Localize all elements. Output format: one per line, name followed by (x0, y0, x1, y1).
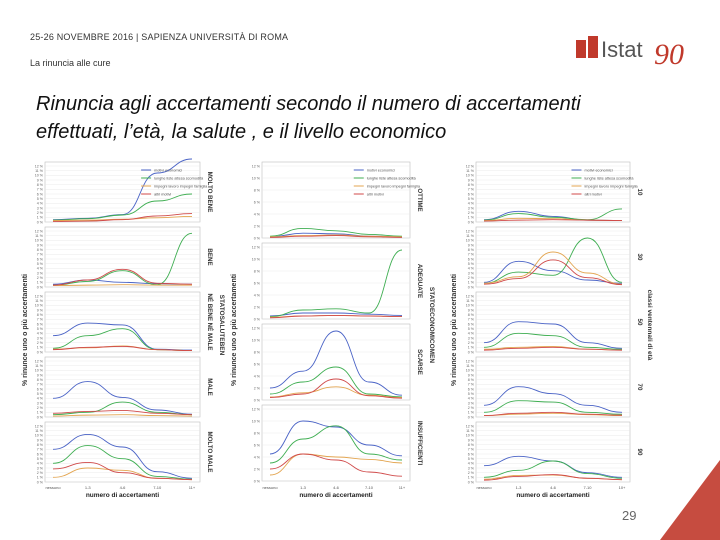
y-tick-label-0-2-10: 10 % (34, 303, 43, 308)
legend-entry-0-1: lunghe liste attesa scomodità (154, 176, 204, 181)
y-tick-label-2-1-11: 11 % (466, 233, 474, 238)
y-tick-label-2-3-0: 0 % (467, 415, 474, 420)
facet-label-1-0: OTTIME (416, 188, 423, 212)
y-tick-label-0-0-11: 11 % (35, 168, 43, 173)
y-tick-label-0-0-3: 3 % (36, 206, 43, 211)
y-tick-label-0-1-1: 1 % (36, 280, 43, 285)
y-tick-label-0-3-3: 3 % (36, 401, 43, 406)
y-tick-label-0-1-6: 6 % (36, 257, 43, 262)
y-tick-label-1-2-3: 6 % (253, 362, 260, 367)
faceted-line-charts (0, 150, 720, 505)
y-tick-label-1-2-0: 0 % (253, 398, 260, 403)
facet-label-2-4: 90 (636, 448, 643, 456)
y-tick-label-2-4-9: 9 % (467, 438, 474, 443)
facet-group-title-1: STATOECONOMICOMEN (428, 286, 435, 364)
y-tick-label-2-3-4: 4 % (467, 396, 474, 401)
y-tick-label-0-2-0: 0 % (36, 350, 43, 355)
y-tick-label-2-3-6: 6 % (467, 387, 474, 392)
y-tick-label-2-0-0: 0 % (467, 220, 474, 225)
y-tick-label-1-2-4: 8 % (253, 350, 260, 355)
y-tick-label-1-0-4: 8 % (253, 188, 260, 193)
y-tick-label-0-4-5: 5 % (36, 456, 43, 461)
corner-decoration (660, 460, 720, 540)
y-tick-label-2-1-8: 8 % (467, 247, 474, 252)
x-tick-label-0-0: nessuno (45, 485, 61, 490)
y-tick-label-0-0-10: 10 % (34, 173, 43, 178)
y-tick-label-2-4-4: 4 % (467, 461, 474, 466)
y-tick-label-0-4-9: 9 % (36, 438, 43, 443)
y-tick-label-0-3-8: 8 % (36, 377, 43, 382)
y-tick-label-1-3-3: 6 % (253, 443, 260, 448)
legend-entry-2-0: motivi economici (584, 168, 613, 173)
y-tick-label-0-3-7: 7 % (36, 382, 43, 387)
facet-panel-2-4 (476, 422, 630, 482)
facet-panel-2-2 (476, 292, 630, 352)
y-tick-label-0-0-9: 9 % (36, 178, 43, 183)
y-tick-label-2-0-10: 10 % (465, 173, 474, 178)
y-tick-label-0-0-5: 5 % (36, 196, 43, 201)
y-tick-label-0-2-4: 4 % (36, 331, 43, 336)
y-tick-label-0-1-3: 3 % (36, 271, 43, 276)
y-tick-label-1-2-6: 12 % (251, 326, 260, 331)
y-tick-label-2-3-11: 11 % (466, 363, 474, 368)
y-tick-label-2-3-9: 9 % (467, 373, 474, 378)
y-tick-label-0-0-2: 2 % (36, 210, 43, 215)
y-tick-label-1-3-5: 10 % (251, 419, 260, 424)
y-tick-label-0-4-1: 1 % (36, 475, 43, 480)
y-tick-label-0-4-3: 3 % (36, 466, 43, 471)
y-tick-label-0-0-0: 0 % (36, 220, 43, 225)
legend-entry-0-3: altri motivi (154, 192, 172, 197)
legend-entry-0-2: impegni lavoro impegni famiglia (154, 184, 208, 189)
y-tick-label-1-0-3: 6 % (253, 200, 260, 205)
logo-text: Istat (601, 37, 643, 62)
y-tick-label-2-4-0: 0 % (467, 480, 474, 485)
y-tick-label-0-4-2: 2 % (36, 470, 43, 475)
y-tick-label-0-1-2: 2 % (36, 275, 43, 280)
y-tick-label-2-3-5: 5 % (467, 391, 474, 396)
y-tick-label-2-3-10: 10 % (465, 368, 474, 373)
y-tick-label-0-1-9: 9 % (36, 243, 43, 248)
y-tick-label-2-4-3: 3 % (467, 466, 474, 471)
y-tick-label-0-1-4: 4 % (36, 266, 43, 271)
y-tick-label-0-1-10: 10 % (34, 238, 43, 243)
facet-label-0-0: MOLTO BENE (206, 171, 213, 213)
x-tick-label-2-4: 10+ (618, 485, 626, 490)
facet-label-0-2: NÉ BENE NÉ MALE (206, 293, 213, 351)
y-tick-label-2-0-7: 7 % (467, 187, 474, 192)
y-tick-label-0-4-6: 6 % (36, 452, 43, 457)
legend-entry-0-0: motivi economici (154, 168, 183, 173)
y-tick-label-0-2-3: 3 % (36, 336, 43, 341)
y-tick-label-0-2-6: 6 % (36, 322, 43, 327)
slide-title-line1: Rinuncia agli accertamenti secondo il numero di accertamenti (36, 93, 581, 115)
slide-title-line2: effettuati, l’età, la salute , e il livello economico (36, 121, 447, 143)
y-tick-label-0-4-4: 4 % (36, 461, 43, 466)
y-tick-label-2-4-8: 8 % (467, 442, 474, 447)
y-tick-label-0-2-1: 1 % (36, 345, 43, 350)
y-tick-label-2-0-6: 6 % (467, 192, 474, 197)
y-tick-label-0-2-5: 5 % (36, 326, 43, 331)
x-tick-label-2-3: 7-10 (583, 485, 592, 490)
event-header: 25-26 NOVEMBRE 2016 | SAPIENZA UNIVERSITÀ DI ROMA (30, 32, 289, 42)
logo-block-1 (576, 40, 586, 58)
x-tick-label-2-0: nessuno (476, 485, 492, 490)
x-tick-label-0-2: 4-6 (119, 485, 126, 490)
y-tick-label-2-3-12: 12 % (465, 359, 474, 364)
y-tick-label-2-2-3: 3 % (467, 336, 474, 341)
y-tick-label-0-0-8: 8 % (36, 182, 43, 187)
facet-label-0-1: BENE (206, 248, 213, 266)
y-tick-label-0-1-8: 8 % (36, 247, 43, 252)
facet-label-1-1: ADEGUATE (416, 263, 423, 299)
x-tick-label-2-1: 1-3 (515, 485, 522, 490)
facet-panel-0-1 (45, 227, 200, 287)
y-tick-label-0-4-12: 12 % (34, 424, 43, 429)
y-tick-label-2-1-12: 12 % (465, 229, 474, 234)
y-tick-label-1-0-6: 12 % (251, 164, 260, 169)
y-tick-label-0-2-12: 12 % (34, 294, 43, 299)
y-tick-label-2-2-1: 1 % (467, 345, 474, 350)
x-tick-label-1-0: nessuno (262, 485, 278, 490)
facet-panel-1-0 (262, 162, 410, 238)
facet-group-title-2: classi ventennali di età (646, 289, 653, 361)
x-tick-label-0-4: 11+ (188, 485, 196, 490)
facet-label-2-0: 10 (636, 188, 643, 196)
y-tick-label-2-0-12: 12 % (465, 164, 474, 169)
y-tick-label-1-0-0: 0 % (253, 236, 260, 241)
y-tick-label-1-3-0: 0 % (253, 479, 260, 484)
y-tick-label-0-4-7: 7 % (36, 447, 43, 452)
y-tick-label-1-1-0: 0 % (253, 317, 260, 322)
facet-label-2-2: 50 (636, 318, 643, 326)
y-tick-label-1-1-4: 8 % (253, 269, 260, 274)
y-tick-label-1-2-1: 2 % (253, 386, 260, 391)
y-tick-label-2-4-2: 2 % (467, 470, 474, 475)
y-tick-label-1-3-1: 2 % (253, 467, 260, 472)
y-tick-label-0-3-1: 1 % (36, 410, 43, 415)
y-tick-label-1-1-6: 12 % (251, 245, 260, 250)
corner-triangle (660, 460, 720, 540)
legend-entry-2-1: lunghe liste attesa scomodità (584, 176, 634, 181)
facet-label-2-3: 70 (636, 383, 643, 391)
page-number: 29 (622, 508, 637, 523)
y-tick-label-1-1-2: 4 % (253, 293, 260, 298)
x-axis-label-1: numero di accertamenti (299, 492, 373, 499)
y-tick-label-2-2-4: 4 % (467, 331, 474, 336)
y-tick-label-0-3-5: 5 % (36, 391, 43, 396)
y-tick-label-1-0-5: 10 % (251, 176, 260, 181)
y-axis-label-2: % rinunce uno o più accertamenti (451, 273, 458, 387)
x-tick-label-1-1: 1-3 (300, 485, 306, 490)
y-tick-label-2-1-3: 3 % (467, 271, 474, 276)
y-tick-label-0-3-4: 4 % (36, 396, 43, 401)
y-tick-label-2-4-1: 1 % (467, 475, 474, 480)
legend-entry-2-3: altri motivi (584, 192, 602, 197)
y-tick-label-0-3-2: 2 % (36, 405, 43, 410)
y-tick-label-2-2-7: 7 % (467, 317, 474, 322)
y-tick-label-0-4-11: 11 % (35, 428, 43, 433)
y-axis-label-1: % rinunce uno o più accertamenti (231, 273, 238, 387)
y-tick-label-0-3-6: 6 % (36, 387, 43, 392)
y-tick-label-2-0-3: 3 % (467, 206, 474, 211)
y-tick-label-2-2-2: 2 % (467, 340, 474, 345)
y-tick-label-1-3-2: 4 % (253, 455, 260, 460)
y-tick-label-0-0-12: 12 % (34, 164, 43, 169)
facet-label-0-3: MALE (206, 378, 213, 396)
y-tick-label-2-1-1: 1 % (467, 280, 474, 285)
y-tick-label-1-1-1: 2 % (253, 305, 260, 310)
y-tick-label-0-0-6: 6 % (36, 192, 43, 197)
y-tick-label-0-1-0: 0 % (36, 285, 43, 290)
y-tick-label-2-0-9: 9 % (467, 178, 474, 183)
facet-panel-1-2 (262, 324, 410, 400)
facet-panel-2-1 (476, 227, 630, 287)
y-tick-label-2-1-0: 0 % (467, 285, 474, 290)
facet-label-1-3: INSUFFICIENTI (416, 420, 423, 466)
y-tick-label-2-4-12: 12 % (465, 424, 474, 429)
y-tick-label-2-3-2: 2 % (467, 405, 474, 410)
section-label: La rinuncia alle cure (30, 58, 111, 68)
x-tick-label-0-1: 1-3 (84, 485, 91, 490)
y-tick-label-2-1-5: 5 % (467, 261, 474, 266)
x-tick-label-1-3: 7-10 (364, 485, 374, 490)
y-tick-label-2-2-12: 12 % (465, 294, 474, 299)
istat-logo (572, 30, 692, 76)
y-tick-label-2-0-2: 2 % (467, 210, 474, 215)
y-tick-label-0-3-10: 10 % (34, 368, 43, 373)
y-tick-label-2-0-1: 1 % (467, 215, 474, 220)
y-tick-label-1-1-5: 10 % (251, 257, 260, 262)
legend-entry-1-3: altri motivi (366, 192, 384, 197)
y-tick-label-0-2-7: 7 % (36, 317, 43, 322)
y-tick-label-2-4-7: 7 % (467, 447, 474, 452)
y-tick-label-0-3-11: 11 % (35, 363, 43, 368)
y-tick-label-2-1-6: 6 % (467, 257, 474, 262)
y-tick-label-0-2-8: 8 % (36, 312, 43, 317)
facet-group-title-0: STATOSALUTEBEN (218, 294, 225, 356)
y-tick-label-0-4-10: 10 % (34, 433, 43, 438)
legend-entry-2-2: impegni lavoro impegni famiglia (584, 184, 638, 189)
y-tick-label-1-1-3: 6 % (253, 281, 260, 286)
y-tick-label-0-2-11: 11 % (35, 298, 43, 303)
facet-panel-0-3 (45, 357, 200, 417)
legend-entry-1-2: impegni lavoro impegni famiglia (366, 184, 420, 189)
y-tick-label-2-3-7: 7 % (467, 382, 474, 387)
y-tick-label-2-3-8: 8 % (467, 377, 474, 382)
facet-panel-1-3 (262, 405, 410, 481)
facet-label-1-2: SCARSE (416, 349, 423, 375)
y-tick-label-0-4-0: 0 % (36, 480, 43, 485)
y-tick-label-2-4-5: 5 % (467, 456, 474, 461)
y-tick-label-0-1-11: 11 % (35, 233, 43, 238)
y-tick-label-0-0-1: 1 % (36, 215, 43, 220)
y-tick-label-0-3-9: 9 % (36, 373, 43, 378)
y-tick-label-2-2-5: 5 % (467, 326, 474, 331)
y-tick-label-1-2-2: 4 % (253, 374, 260, 379)
slide-title (36, 90, 696, 146)
y-tick-label-2-0-8: 8 % (467, 182, 474, 187)
x-tick-label-1-2: 4-6 (333, 485, 339, 490)
facet-label-2-1: 30 (636, 253, 643, 261)
x-tick-label-0-3: 7-10 (153, 485, 162, 490)
y-tick-label-2-0-11: 11 % (466, 168, 474, 173)
logo-block-2 (588, 36, 598, 58)
y-tick-label-2-3-3: 3 % (467, 401, 474, 406)
y-tick-label-2-1-7: 7 % (467, 252, 474, 257)
y-tick-label-2-4-10: 10 % (465, 433, 474, 438)
logo-number: 90 (654, 38, 684, 71)
y-tick-label-2-1-4: 4 % (467, 266, 474, 271)
y-tick-label-2-2-8: 8 % (467, 312, 474, 317)
y-tick-label-0-1-5: 5 % (36, 261, 43, 266)
x-tick-label-1-4: 11+ (398, 485, 406, 490)
y-tick-label-2-2-6: 6 % (467, 322, 474, 327)
y-tick-label-2-4-6: 6 % (467, 452, 474, 457)
y-tick-label-2-4-11: 11 % (466, 428, 474, 433)
y-tick-label-1-2-5: 10 % (251, 338, 260, 343)
facet-label-0-4: MOLTO MALE (206, 431, 213, 473)
y-tick-label-1-0-2: 4 % (253, 212, 260, 217)
y-tick-label-2-2-9: 9 % (467, 308, 474, 313)
y-tick-label-2-0-5: 5 % (467, 196, 474, 201)
y-tick-label-0-3-0: 0 % (36, 415, 43, 420)
legend-entry-1-0: motivi economici (366, 168, 395, 173)
y-tick-label-2-0-4: 4 % (467, 201, 474, 206)
y-tick-label-2-1-9: 9 % (467, 243, 474, 248)
y-tick-label-0-4-8: 8 % (36, 442, 43, 447)
y-tick-label-2-1-10: 10 % (465, 238, 474, 243)
facet-panel-1-1 (262, 243, 410, 319)
y-axis-label-0: % rinunce uno o più accertamenti (22, 273, 29, 387)
y-tick-label-1-3-4: 8 % (253, 431, 260, 436)
legend-entry-1-1: lunghe liste attesa scomodità (366, 176, 416, 181)
y-tick-label-0-3-12: 12 % (34, 359, 43, 364)
y-tick-label-0-1-12: 12 % (34, 229, 43, 234)
y-tick-label-0-0-4: 4 % (36, 201, 43, 206)
y-tick-label-0-0-7: 7 % (36, 187, 43, 192)
x-axis-label-0: numero di accertamenti (85, 492, 160, 499)
y-tick-label-2-2-0: 0 % (467, 350, 474, 355)
y-tick-label-0-2-9: 9 % (36, 308, 43, 313)
y-tick-label-2-3-1: 1 % (467, 410, 474, 415)
x-axis-label-2: numero di accertamenti (516, 492, 590, 499)
y-tick-label-1-0-1: 2 % (253, 224, 260, 229)
y-tick-label-0-2-2: 2 % (36, 340, 43, 345)
y-tick-label-2-2-11: 11 % (466, 298, 474, 303)
x-tick-label-2-2: 4-6 (550, 485, 556, 490)
y-tick-label-0-1-7: 7 % (36, 252, 43, 257)
y-tick-label-1-3-6: 12 % (251, 407, 260, 412)
y-tick-label-2-2-10: 10 % (465, 303, 474, 308)
y-tick-label-2-1-2: 2 % (467, 275, 474, 280)
